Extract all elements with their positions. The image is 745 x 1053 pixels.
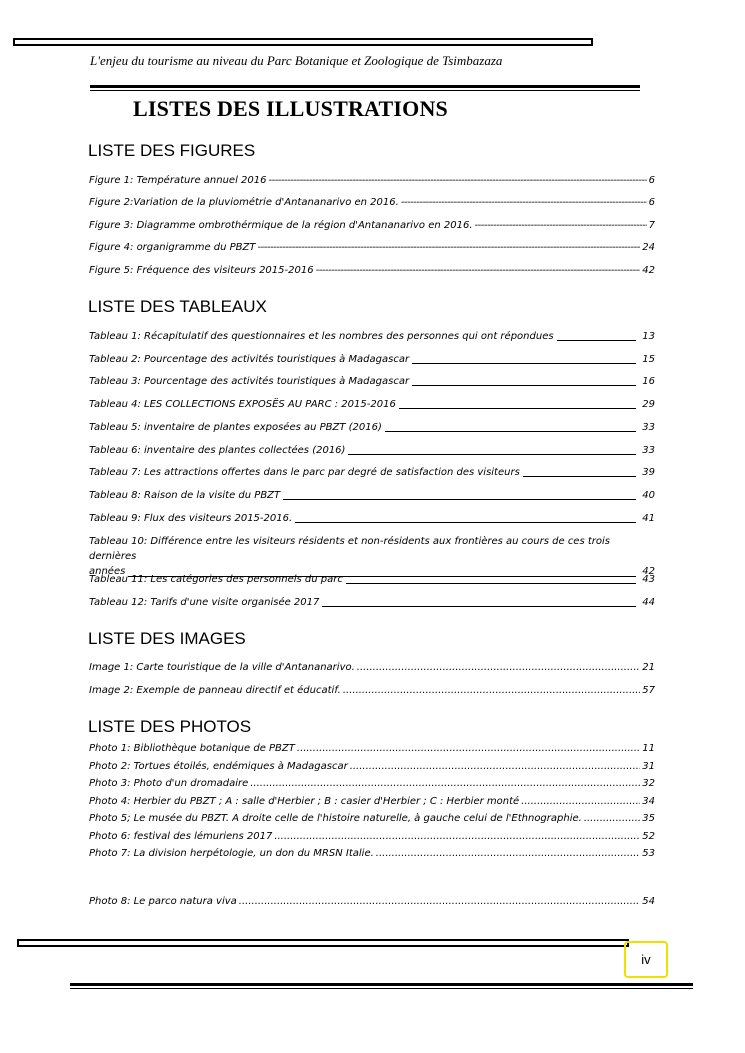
list-item[interactable]: Figure 4: organigramme du PBZT ----- 24 (89, 241, 655, 254)
list-item[interactable]: Photo 6: festival des lémuriens 2017 ..... 52 (89, 830, 655, 843)
list-item[interactable]: Tableau 2: Pourcentage des activités touristiques à Madagascar 15 (89, 354, 655, 365)
list-item[interactable]: Tableau 6: inventaire des plantes collectées (2016) 33 (89, 445, 655, 456)
list-item[interactable]: Tableau 10: Différence entre les visiteurs résidents et non-résidents aux frontières au cours de ces trois dernières années 42 (89, 536, 655, 577)
list-item[interactable]: Photo 8: Le parco natura viva ..... 54 (89, 895, 655, 908)
running-header: L'enjeu du tourisme au niveau du Parc Botanique et Zoologique de Tsimbazaza (90, 53, 503, 68)
list-item[interactable]: Tableau 1: Récapitulatif des questionnaires et les nombres des personnes qui ont répondues 13 (89, 331, 655, 342)
list-item[interactable]: Tableau 7: Les attractions offertes dans le parc par degré de satisfaction des visiteurs 39 (89, 467, 655, 478)
images-heading: LISTE DES IMAGES (88, 629, 246, 648)
header-rule (90, 85, 640, 91)
list-item[interactable]: Tableau 3: Pourcentage des activités touristiques à Madagascar 16 (89, 376, 655, 387)
header-top-bar (13, 38, 593, 46)
photos-heading: LISTE DES PHOTOS (88, 717, 252, 736)
list-item[interactable]: Figure 1: Température annuel 2016 ----- 6 (89, 174, 655, 187)
list-item[interactable]: Photo 3: Photo d'un dromadaire ..... 32 (89, 777, 655, 790)
list-item[interactable]: Tableau 12: Tarifs d'une visite organisée 2017 44 (89, 597, 655, 608)
list-item[interactable]: Photo 2: Tortues étoilés, endémiques à Madagascar ..... 31 (89, 760, 655, 773)
list-item[interactable]: Tableau 11: Les catégories des personnels du parc 43 (89, 574, 655, 585)
page-title: LISTES DES ILLUSTRATIONS (133, 96, 448, 121)
page-number: iv (624, 941, 668, 978)
list-item[interactable]: Figure 2:Variation de la pluviométrie d'Antananarivo en 2016. ----- 6 (89, 196, 655, 209)
list-item[interactable]: Image 2: Exemple de panneau directif et éducatif. ..... 57 (89, 684, 655, 697)
list-item[interactable]: Tableau 8: Raison de la visite du PBZT 40 (89, 490, 655, 501)
list-item[interactable]: Image 1: Carte touristique de la ville d'Antananarivo. ..... 21 (89, 661, 655, 674)
list-item[interactable]: Photo 4: Herbier du PBZT ; A : salle d'Herbier ; B : casier d'Herbier ; C : Herbier monté ..... 34 (89, 795, 655, 808)
tables-heading: LISTE DES TABLEAUX (88, 297, 267, 316)
list-item[interactable]: Figure 5: Fréquence des visiteurs 2015-2016 ----- 42 (89, 264, 655, 277)
list-item[interactable]: Figure 3: Diagramme ombrothérmique de la région d'Antananarivo en 2016. ----- 7 (89, 219, 655, 232)
list-item[interactable]: Tableau 9: Flux des visiteurs 2015-2016. 41 (89, 513, 655, 524)
footer-rule (70, 983, 693, 989)
figures-heading: LISTE DES FIGURES (88, 141, 256, 160)
list-item[interactable]: Photo 1: Bibliothèque botanique de PBZT ..... 11 (89, 742, 655, 755)
list-item[interactable]: Tableau 5: inventaire de plantes exposées au PBZT (2016) 33 (89, 422, 655, 433)
footer-bar (17, 939, 629, 947)
list-item[interactable]: Photo 5; Le musée du PBZT. A droite celle de l'histoire naturelle, à gauche celui de l'Ethnographie. ..... 35 (89, 812, 655, 825)
list-item[interactable]: Photo 7: La division herpétologie, un don du MRSN Italie. ..... 53 (89, 847, 655, 860)
list-item[interactable]: Tableau 4: LES COLLECTIONS EXPOSËS AU PARC : 2015-2016 29 (89, 399, 655, 410)
